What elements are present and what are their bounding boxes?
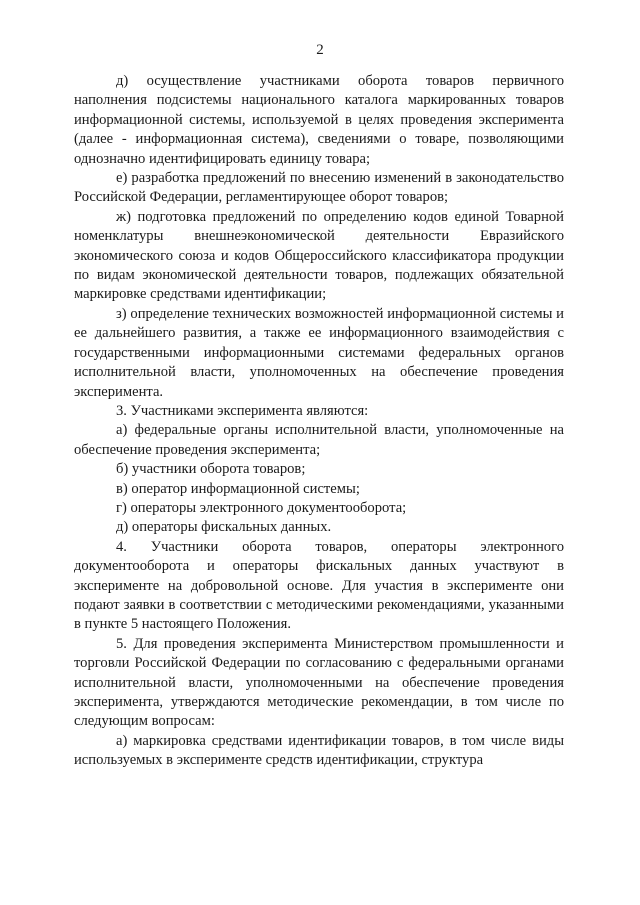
paragraph-section-3-heading: 3. Участниками эксперимента являются: bbox=[116, 402, 369, 419]
paragraph-participant-b: б) участники оборота товаров; bbox=[116, 461, 306, 478]
document-body bbox=[74, 72, 564, 771]
paragraph-section-5: 5. Для проведения эксперимента Министерством промышленности и торговли Российской Федерации по согласованию с федеральными органами исполнительной власти, уполномоченными на обеспечение проведения эксперимента, утверждаются методические рекомендации, в том числе по следующим вопросам: bbox=[74, 635, 564, 730]
paragraph-participant-v: в) оператор информационной системы; bbox=[116, 480, 360, 497]
page-number: 2 bbox=[316, 42, 324, 58]
paragraph-participant-d: д) операторы фискальных данных. bbox=[116, 519, 332, 536]
paragraph-section-4: 4. Участники оборота товаров, операторы электронного документооборота и операторы фискальных данных участвуют в эксперименте на добровольной основе. Для участия в эксперименте они подают заявки в соответствии с методическими рекомендациями, указанными в пункте 5 настоящего Положения. bbox=[74, 538, 564, 633]
paragraph-item-z-capabilities: з) определение технических возможностей информационной системы и ее дальнейшего развития, а также ее информационного взаимодействия с государственными информационными системами федеральных органов исполнительной власти, уполномоченных на обеспечение проведения эксперимента. bbox=[74, 305, 564, 400]
paragraph-participant-a: а) федеральные органы исполнительной власти, уполномоченные на обеспечение проведения эксперимента; bbox=[74, 422, 564, 458]
paragraph-item-zh-codes: ж) подготовка предложений по определению кодов единой Товарной номенклатуры внешнеэкономической деятельности Евразийского экономического союза и кодов Общероссийского классификатора продукции по видам экономической деятельности товаров, подлежащих обязательной маркировке средствами идентификации; bbox=[74, 208, 564, 303]
paragraph-participant-g: г) операторы электронного документооборота; bbox=[116, 499, 407, 516]
paragraph-section-5-item-a: а) маркировка средствами идентификации товаров, в том числе виды используемых в эксперименте средств идентификации, структура bbox=[74, 732, 564, 769]
paragraph-item-d-catalog: д) осуществление участниками оборота товаров первичного наполнения подсистемы национального каталога маркированных товаров информационной системы, используемой в целях проведения эксперимента (далее - информационная система), сведениями о товаре, позволяющими однозначно идентифицировать единицу товара; bbox=[74, 73, 564, 167]
paragraph-item-e-legislation: е) разработка предложений по внесению изменений в законодательство Российской Федерации, регламентирующее оборот товаров; bbox=[74, 170, 564, 206]
